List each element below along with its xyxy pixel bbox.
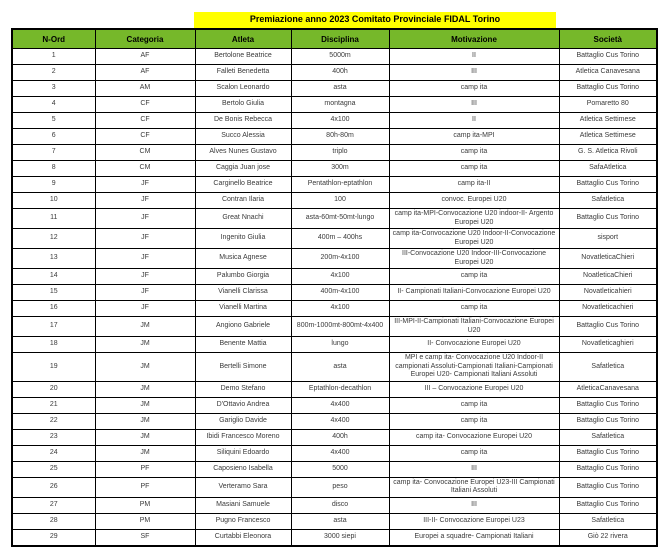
table-row [12, 301, 657, 317]
cell-societa: Battaglio Cus Torino [559, 397, 657, 413]
cell-atleta: Pugno Francesco [195, 513, 291, 529]
column-header-societa: Società [559, 29, 657, 49]
cell-categoria: CM [95, 161, 195, 177]
cell-nord: 27 [12, 497, 95, 513]
cell-disciplina: 800m-1000mt-800mt-4x400 [291, 317, 389, 337]
cell-motivazione: camp ita-II [389, 177, 559, 193]
table-row [12, 413, 657, 429]
cell-motivazione: III-Convocazione U20 Indoor-III-Convocazione Europei U20 [389, 249, 559, 269]
cell-categoria: PF [95, 461, 195, 477]
cell-motivazione: camp ita [389, 81, 559, 97]
cell-motivazione: camp ita [389, 301, 559, 317]
cell-nord: 22 [12, 413, 95, 429]
cell-atleta: Great Nnachi [195, 209, 291, 229]
cell-nord: 4 [12, 97, 95, 113]
cell-disciplina: lungo [291, 337, 389, 353]
cell-categoria: JF [95, 177, 195, 193]
cell-societa: Safatletica [559, 429, 657, 445]
cell-atleta: Falleti Benedetta [195, 65, 291, 81]
cell-disciplina: triplo [291, 145, 389, 161]
table-row [12, 209, 657, 229]
cell-atleta: Caposieno Isabella [195, 461, 291, 477]
cell-categoria: JM [95, 413, 195, 429]
cell-motivazione: camp ita [389, 269, 559, 285]
cell-motivazione: III [389, 461, 559, 477]
cell-disciplina: 4x100 [291, 113, 389, 129]
cell-categoria: JF [95, 301, 195, 317]
cell-disciplina: 4x400 [291, 397, 389, 413]
table-row [12, 97, 657, 113]
cell-nord: 21 [12, 397, 95, 413]
cell-categoria: CF [95, 129, 195, 145]
cell-disciplina: asta [291, 353, 389, 382]
cell-atleta: Benente Mattia [195, 337, 291, 353]
cell-nord: 14 [12, 269, 95, 285]
cell-atleta: D'Ottavio Andrea [195, 397, 291, 413]
cell-categoria: PF [95, 477, 195, 497]
cell-disciplina: disco [291, 497, 389, 513]
table-row [12, 249, 657, 269]
cell-motivazione: III [389, 65, 559, 81]
table-row [12, 129, 657, 145]
cell-atleta: Bertelli Simone [195, 353, 291, 382]
cell-motivazione: III – Convocazione Europei U20 [389, 381, 559, 397]
cell-nord: 10 [12, 193, 95, 209]
cell-societa: Novatleticachieri [559, 301, 657, 317]
cell-motivazione: convoc. Europei U20 [389, 193, 559, 209]
cell-atleta: Contran Ilaria [195, 193, 291, 209]
table-row [12, 65, 657, 81]
cell-categoria: JF [95, 285, 195, 301]
table-row [12, 145, 657, 161]
cell-disciplina: 4x100 [291, 269, 389, 285]
cell-categoria: JM [95, 445, 195, 461]
cell-nord: 13 [12, 249, 95, 269]
cell-disciplina: 4x400 [291, 413, 389, 429]
cell-disciplina: montagna [291, 97, 389, 113]
cell-categoria: CF [95, 97, 195, 113]
cell-disciplina: 400m – 400hs [291, 229, 389, 249]
cell-societa: G. S. Atletica Rivoli [559, 145, 657, 161]
cell-motivazione: MPI e camp ita- Convocazione U20 Indoor-II campionati Assoluti-Campionati Italiani-Campionati Europei U20- Campionati Italiani Assoluti [389, 353, 559, 382]
cell-motivazione: camp ita [389, 145, 559, 161]
report-title: Premiazione anno 2023 Comitato Provinciale FIDAL Torino [194, 12, 556, 28]
column-header-nord: N-Ord [12, 29, 95, 49]
cell-nord: 15 [12, 285, 95, 301]
cell-motivazione: camp ita [389, 161, 559, 177]
cell-societa: Battaglio Cus Torino [559, 209, 657, 229]
cell-nord: 17 [12, 317, 95, 337]
table-row [12, 113, 657, 129]
cell-nord: 25 [12, 461, 95, 477]
table-row [12, 497, 657, 513]
cell-societa: Battaglio Cus Torino [559, 49, 657, 65]
cell-societa: Atletica Settimese [559, 129, 657, 145]
cell-motivazione: camp ita [389, 397, 559, 413]
cell-disciplina: 80h-80m [291, 129, 389, 145]
cell-motivazione: III-II- Convocazione Europei U23 [389, 513, 559, 529]
cell-motivazione: camp ita [389, 413, 559, 429]
cell-categoria: JM [95, 429, 195, 445]
cell-disciplina: peso [291, 477, 389, 497]
cell-atleta: Bertolone Beatrice [195, 49, 291, 65]
cell-nord: 19 [12, 353, 95, 382]
cell-categoria: JF [95, 193, 195, 209]
cell-categoria: AM [95, 81, 195, 97]
cell-disciplina: 4x100 [291, 301, 389, 317]
table-row [12, 461, 657, 477]
cell-nord: 12 [12, 229, 95, 249]
cell-atleta: Carginello Beatrice [195, 177, 291, 193]
cell-atleta: Bertolo Giulia [195, 97, 291, 113]
cell-atleta: Alves Nunes Gustavo [195, 145, 291, 161]
table-row [12, 269, 657, 285]
cell-motivazione: camp ita [389, 445, 559, 461]
cell-nord: 28 [12, 513, 95, 529]
cell-disciplina: Eptathlon-decathlon [291, 381, 389, 397]
table-row [12, 193, 657, 209]
cell-societa: Atletica Settimese [559, 113, 657, 129]
table-row [12, 161, 657, 177]
cell-categoria: PM [95, 513, 195, 529]
cell-motivazione: camp ita- Convocazione Europei U23-III Campionati Italiani Assoluti [389, 477, 559, 497]
cell-motivazione: II- Campionati Italiani-Convocazione Europei U20 [389, 285, 559, 301]
cell-societa: NoatleticaChieri [559, 269, 657, 285]
cell-nord: 20 [12, 381, 95, 397]
cell-categoria: PM [95, 497, 195, 513]
cell-atleta: Masiani Samuele [195, 497, 291, 513]
cell-motivazione: III [389, 497, 559, 513]
cell-motivazione: Europei a squadre- Campionati Italiani [389, 529, 559, 546]
cell-societa: Battaglio Cus Torino [559, 477, 657, 497]
table-row [12, 477, 657, 497]
cell-atleta: Verteramo Sara [195, 477, 291, 497]
cell-nord: 23 [12, 429, 95, 445]
table-row [12, 529, 657, 546]
cell-motivazione: camp ita-MPI [389, 129, 559, 145]
table-row [12, 317, 657, 337]
cell-categoria: JM [95, 317, 195, 337]
cell-societa: Battaglio Cus Torino [559, 81, 657, 97]
cell-societa: Giò 22 rivera [559, 529, 657, 546]
cell-atleta: Succo Alessia [195, 129, 291, 145]
cell-categoria: AF [95, 49, 195, 65]
cell-nord: 2 [12, 65, 95, 81]
cell-disciplina: 5000 [291, 461, 389, 477]
cell-societa: Battaglio Cus Torino [559, 461, 657, 477]
cell-categoria: CM [95, 145, 195, 161]
cell-disciplina: 400m-4x100 [291, 285, 389, 301]
table-row [12, 445, 657, 461]
cell-nord: 3 [12, 81, 95, 97]
cell-societa: Battaglio Cus Torino [559, 413, 657, 429]
table-row [12, 381, 657, 397]
cell-atleta: Ibidi Francesco Moreno [195, 429, 291, 445]
cell-nord: 29 [12, 529, 95, 546]
table-row [12, 177, 657, 193]
cell-disciplina: asta-60mt-50mt-lungo [291, 209, 389, 229]
cell-categoria: SF [95, 529, 195, 546]
table-row [12, 81, 657, 97]
cell-motivazione: camp ita-MPI-Convocazione U20 indoor-II- Argento Europei U20 [389, 209, 559, 229]
cell-disciplina: asta [291, 513, 389, 529]
cell-societa: NovatleticaChieri [559, 249, 657, 269]
cell-categoria: CF [95, 113, 195, 129]
cell-motivazione: II- Convocazione Europei U20 [389, 337, 559, 353]
table-row [12, 397, 657, 413]
cell-disciplina: 5000m [291, 49, 389, 65]
table-row [12, 513, 657, 529]
cell-disciplina: 400h [291, 429, 389, 445]
cell-societa: Battaglio Cus Torino [559, 497, 657, 513]
table-row [12, 49, 657, 65]
cell-motivazione: II [389, 49, 559, 65]
column-header-disciplina: Disciplina [291, 29, 389, 49]
cell-nord: 5 [12, 113, 95, 129]
table-row [12, 429, 657, 445]
cell-nord: 1 [12, 49, 95, 65]
cell-nord: 26 [12, 477, 95, 497]
cell-atleta: De Bonis Rebecca [195, 113, 291, 129]
cell-atleta: Gariglio Davide [195, 413, 291, 429]
cell-disciplina: 4x400 [291, 445, 389, 461]
cell-nord: 11 [12, 209, 95, 229]
table-body [12, 49, 657, 546]
cell-categoria: JF [95, 229, 195, 249]
cell-societa: SafaAtletica [559, 161, 657, 177]
cell-societa: Novatleticahieri [559, 285, 657, 301]
cell-motivazione: camp ita- Convocazione Europei U20 [389, 429, 559, 445]
cell-motivazione: III-MPI-II-Campionati Italiani-Convocazione Europei U20 [389, 317, 559, 337]
cell-nord: 24 [12, 445, 95, 461]
cell-societa: Battaglio Cus Torino [559, 177, 657, 193]
cell-atleta: Vianelli Clarissa [195, 285, 291, 301]
cell-disciplina: 400h [291, 65, 389, 81]
cell-societa: Battaglio Cus Torino [559, 317, 657, 337]
table-row [12, 353, 657, 382]
cell-disciplina: 300m [291, 161, 389, 177]
cell-nord: 8 [12, 161, 95, 177]
cell-categoria: JM [95, 337, 195, 353]
cell-categoria: AF [95, 65, 195, 81]
cell-motivazione: camp ita-Convocazione U20 Indoor-II-Convocazione Europei U20 [389, 229, 559, 249]
cell-nord: 16 [12, 301, 95, 317]
cell-societa: Safatletica [559, 193, 657, 209]
cell-societa: Pomaretto 80 [559, 97, 657, 113]
cell-disciplina: 200m-4x100 [291, 249, 389, 269]
cell-societa: Battaglio Cus Torino [559, 445, 657, 461]
cell-nord: 6 [12, 129, 95, 145]
table-row [12, 229, 657, 249]
cell-categoria: JF [95, 249, 195, 269]
cell-categoria: JF [95, 209, 195, 229]
cell-atleta: Vianelli Martina [195, 301, 291, 317]
cell-categoria: JM [95, 381, 195, 397]
cell-atleta: Scalon Leonardo [195, 81, 291, 97]
table-row [12, 285, 657, 301]
cell-societa: sisport [559, 229, 657, 249]
cell-societa: AtleticaCanavesana [559, 381, 657, 397]
header-row [12, 29, 657, 49]
cell-disciplina: Pentathlon-eptathlon [291, 177, 389, 193]
cell-atleta: Caggia Juan jose [195, 161, 291, 177]
cell-societa: Safatletica [559, 513, 657, 529]
cell-nord: 9 [12, 177, 95, 193]
column-header-categoria: Categoria [95, 29, 195, 49]
cell-atleta: Curtabbi Eleonora [195, 529, 291, 546]
cell-atleta: Siliquini Edoardo [195, 445, 291, 461]
column-header-atleta: Atleta [195, 29, 291, 49]
cell-nord: 7 [12, 145, 95, 161]
table-row [12, 337, 657, 353]
cell-categoria: JM [95, 397, 195, 413]
cell-disciplina: 3000 siepi [291, 529, 389, 546]
column-header-motivazione: Motivazione [389, 29, 559, 49]
cell-societa: Safatletica [559, 353, 657, 382]
cell-atleta: Palumbo Giorgia [195, 269, 291, 285]
cell-motivazione: II [389, 113, 559, 129]
cell-atleta: Demo Stefano [195, 381, 291, 397]
cell-disciplina: 100 [291, 193, 389, 209]
cell-atleta: Musica Agnese [195, 249, 291, 269]
cell-disciplina: asta [291, 81, 389, 97]
awards-table [11, 28, 658, 547]
cell-nord: 18 [12, 337, 95, 353]
cell-categoria: JF [95, 269, 195, 285]
cell-motivazione: III [389, 97, 559, 113]
cell-societa: Atletica Canavesana [559, 65, 657, 81]
cell-atleta: Ingenito Giulia [195, 229, 291, 249]
cell-societa: Novatleticaghieri [559, 337, 657, 353]
cell-atleta: Angiono Gabriele [195, 317, 291, 337]
cell-categoria: JM [95, 353, 195, 382]
